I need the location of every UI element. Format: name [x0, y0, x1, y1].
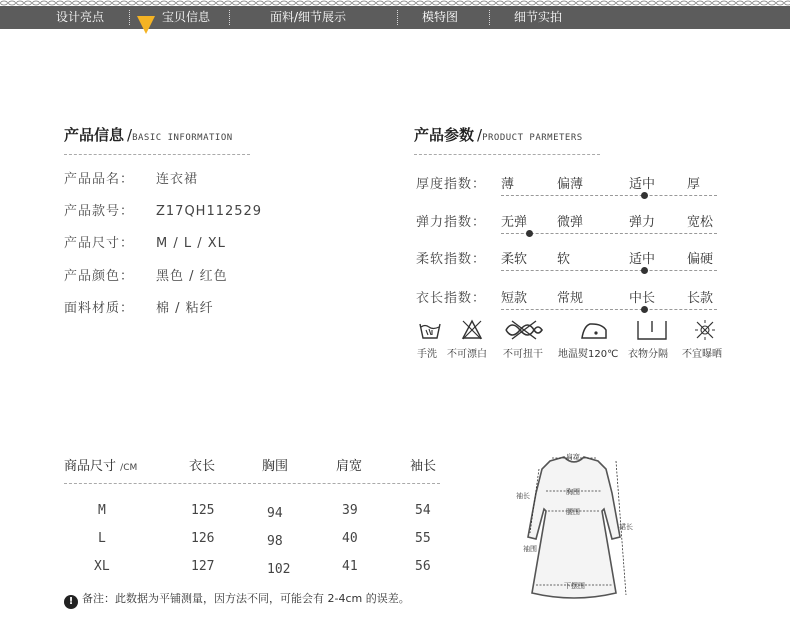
- label-chest: 胸围: [566, 488, 580, 496]
- care-label-hand-wash: 手洗: [417, 349, 437, 360]
- size-note: ! 备注：此数据为平铺测量，因方法不同，可能会有 2-4cm 的误差。: [64, 590, 410, 609]
- param-scale-line: [501, 309, 717, 310]
- size-cell: 54: [415, 503, 431, 518]
- care-label-no-sun: 不宜曝晒: [682, 349, 722, 360]
- label-hem: 下摆围: [564, 582, 585, 590]
- nav-fabric-details[interactable]: 面料/细节展示: [270, 10, 347, 24]
- care-label-no-wring: 不可扭干: [503, 349, 543, 360]
- info-row-size: 产品尺寸： M / L / XL: [64, 236, 226, 251]
- param-option: 适中: [629, 252, 656, 267]
- size-cell: 102: [267, 562, 291, 577]
- param-label: 弹力指数：: [416, 215, 487, 230]
- info-row-color: 产品颜色： 黑色 / 红色: [64, 269, 228, 284]
- param-scale-line: [501, 270, 717, 271]
- nav-design-highlights[interactable]: 设计亮点: [56, 10, 105, 24]
- nav-separator: [229, 10, 230, 25]
- param-option: 短款: [501, 291, 528, 306]
- param-selected-dot: [641, 267, 648, 274]
- product-params-title-en: PRODUCT PARMETERS: [482, 133, 583, 143]
- param-label: 厚度指数：: [416, 177, 487, 192]
- size-cell: 40: [342, 531, 358, 546]
- table-divider: [64, 483, 440, 484]
- param-scale-line: [501, 233, 717, 234]
- param-option: 偏薄: [557, 177, 584, 192]
- nav-separator: [489, 10, 490, 25]
- param-option: 偏硬: [687, 252, 714, 267]
- param-option: 常规: [557, 291, 584, 306]
- nav-product-info[interactable]: 宝贝信息: [162, 10, 211, 24]
- product-info-title: 产品信息 /BASIC INFORMATION: [64, 126, 233, 144]
- nav-separator: [129, 10, 130, 25]
- param-label: 柔软指数：: [416, 252, 487, 267]
- label-waist: 腰围: [566, 508, 580, 516]
- param-option: 宽松: [687, 215, 714, 230]
- product-info-title-en: BASIC INFORMATION: [132, 133, 233, 143]
- info-row-name: 产品品名： 连衣裙: [64, 172, 199, 187]
- param-option: 长款: [687, 291, 714, 306]
- product-info-title-cn: 产品信息: [64, 126, 125, 144]
- size-cell: 127: [191, 559, 215, 574]
- size-cell: 39: [342, 503, 358, 518]
- col-header-sleeve: 袖长: [410, 459, 437, 474]
- param-label: 衣长指数：: [416, 291, 487, 306]
- nav-separator: [397, 10, 398, 25]
- col-header-length: 衣长: [189, 459, 216, 474]
- size-label: M: [98, 503, 106, 518]
- param-selected-dot: [526, 230, 533, 237]
- param-option: 适中: [629, 177, 656, 192]
- nav-model-photos[interactable]: 模特图: [422, 10, 459, 24]
- care-label-separate-wash: 衣物分隔: [628, 349, 668, 360]
- size-label: XL: [94, 559, 110, 574]
- nav-detail-photos[interactable]: 细节实拍: [514, 10, 563, 24]
- dress-measurement-diagram: [512, 447, 642, 607]
- dress-outline: [528, 457, 620, 598]
- product-params-title: 产品参数 /PRODUCT PARMETERS: [414, 126, 583, 144]
- divider: [64, 154, 250, 155]
- label-length: 裙长: [619, 523, 633, 531]
- param-option: 薄: [501, 177, 515, 192]
- param-option: 弹力: [629, 215, 656, 230]
- top-nav-bar: [0, 6, 790, 29]
- param-option: 无弹: [501, 215, 528, 230]
- size-cell: 94: [267, 506, 283, 521]
- param-scale-line: [501, 195, 717, 196]
- size-cell: 56: [415, 559, 431, 574]
- active-nav-marker-icon: [137, 16, 155, 34]
- param-selected-dot: [641, 192, 648, 199]
- info-row-material: 面料材质： 棉 / 粘纤: [64, 301, 214, 316]
- divider: [414, 154, 600, 155]
- label-shoulder: 肩宽: [566, 453, 580, 461]
- care-label-no-bleach: 不可漂白: [447, 349, 487, 360]
- param-selected-dot: [641, 306, 648, 313]
- product-params-title-cn: 产品参数: [414, 126, 475, 144]
- label-sleeve: 袖长: [516, 492, 530, 500]
- info-row-style-number: 产品款号： Z17QH112529: [64, 204, 263, 219]
- param-option: 厚: [687, 177, 701, 192]
- size-cell: 41: [342, 559, 358, 574]
- size-cell: 126: [191, 531, 215, 546]
- param-option: 中长: [629, 291, 656, 306]
- param-option: 软: [557, 252, 571, 267]
- label-cuff: 袖围: [523, 545, 537, 553]
- param-option: 柔软: [501, 252, 528, 267]
- size-cell: 125: [191, 503, 215, 518]
- size-cell: 55: [415, 531, 431, 546]
- care-label-low-iron: 地温熨120℃: [558, 349, 619, 360]
- info-icon: !: [64, 595, 78, 609]
- param-option: 微弹: [557, 215, 584, 230]
- size-label: L: [98, 531, 106, 546]
- col-header-chest: 胸围: [262, 459, 289, 474]
- size-table-header-title: 商品尺寸 /CM: [64, 459, 138, 474]
- col-header-shoulder: 肩宽: [336, 459, 363, 474]
- size-cell: 98: [267, 534, 283, 549]
